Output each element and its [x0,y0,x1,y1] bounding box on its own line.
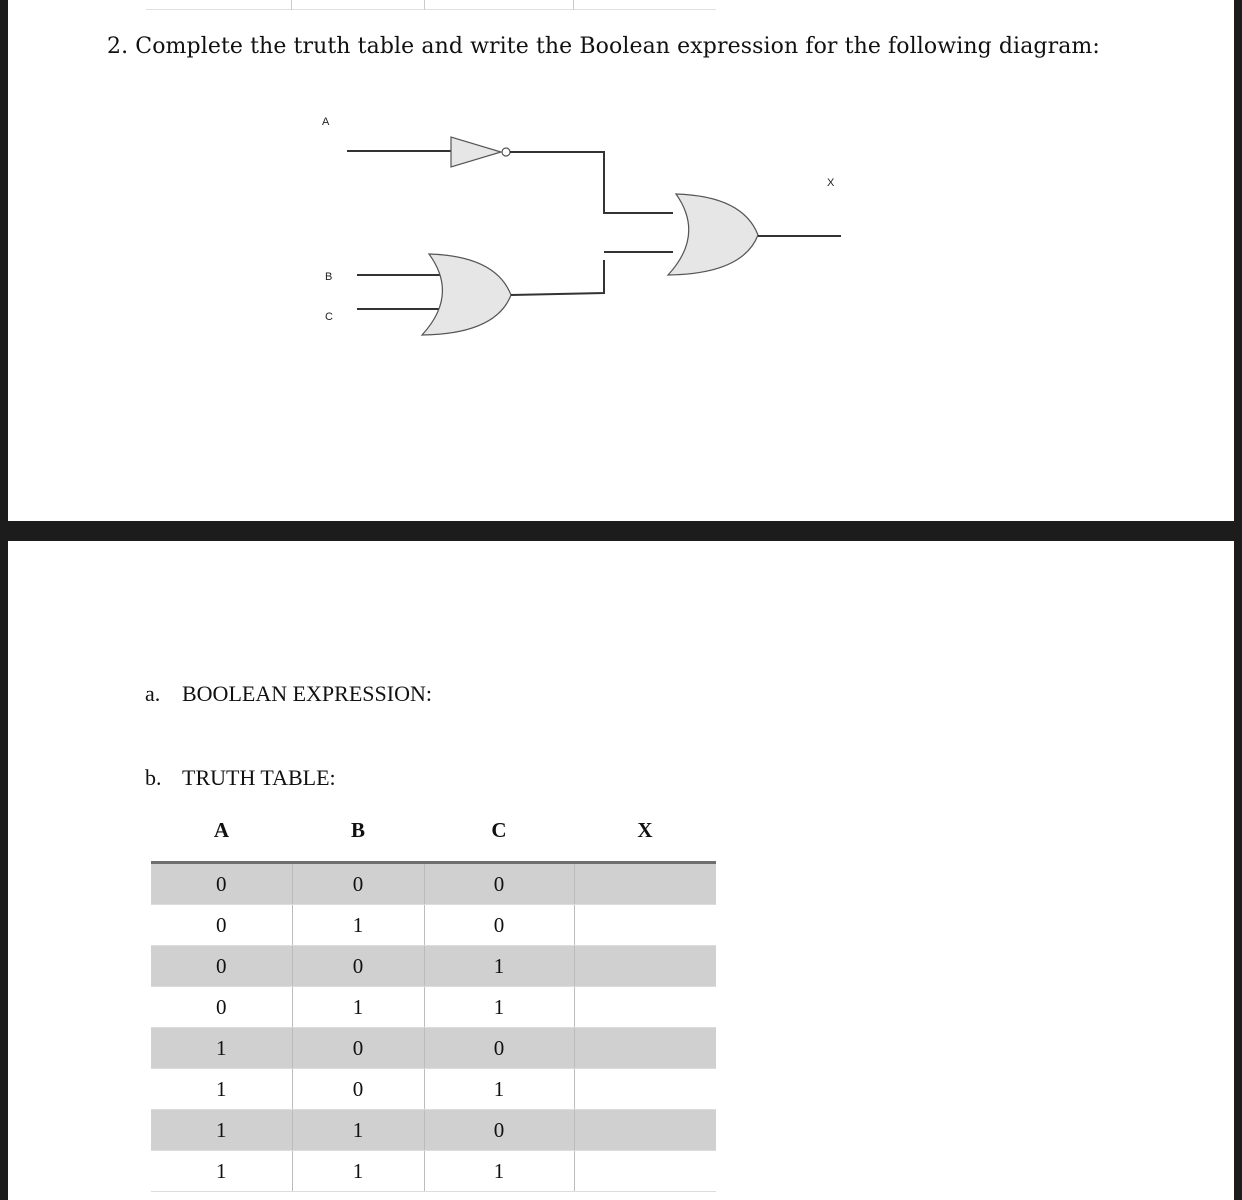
cell-a: 1 [151,1110,292,1151]
header-a: A [151,812,292,863]
header-c: C [424,812,574,863]
cell-b: 1 [292,1110,424,1151]
table-row [151,1110,716,1151]
cell-c: 1 [424,987,574,1028]
cell-a: 1 [151,1028,292,1069]
table-row [151,946,716,987]
cell-a: 0 [151,905,292,946]
question-text: 2. Complete the truth table and write the Boolean expression for the following diagram: [107,34,1100,59]
cell-x[interactable] [574,905,716,946]
part-a-marker: a. [145,681,161,706]
not-gate-bubble [502,148,510,156]
cell-b: 1 [292,1151,424,1192]
not-gate [451,137,501,167]
cell-c: 0 [424,1110,574,1151]
cell-b: 1 [292,905,424,946]
cell-c: 0 [424,905,574,946]
cell-a: 1 [151,1151,292,1192]
cell-b: 1 [292,987,424,1028]
input-c-label: C [325,311,333,323]
worksheet-page-1 [8,0,1234,521]
or-gate-1 [422,254,511,335]
wire-or1-to-or2 [511,260,604,295]
part-a [145,681,432,707]
cell-b: 0 [292,863,424,905]
cell-c: 1 [424,946,574,987]
cell-x[interactable] [574,1110,716,1151]
cell-a: 0 [151,946,292,987]
cell-a: 0 [151,863,292,905]
cell-a: 1 [151,1069,292,1110]
cell-x[interactable] [574,1069,716,1110]
cell-b: 0 [292,1028,424,1069]
part-b-marker: b. [145,765,162,790]
output-x-label: X [827,177,835,189]
truth-table [151,812,716,1192]
header-x: X [574,812,716,863]
cell-b: 0 [292,1069,424,1110]
truth-table-header [151,812,716,863]
cell-x[interactable] [574,946,716,987]
logic-circuit-diagram [8,0,1234,521]
cell-x[interactable] [574,1151,716,1192]
worksheet-page-2 [8,541,1234,1200]
table-row [151,1069,716,1110]
cell-c: 1 [424,1069,574,1110]
cell-a: 0 [151,987,292,1028]
table-row [151,1151,716,1192]
cell-x[interactable] [574,1028,716,1069]
cell-b: 0 [292,946,424,987]
input-a-label: A [322,116,330,128]
or-gate-2 [668,194,758,275]
part-a-label: BOOLEAN EXPRESSION: [182,681,432,706]
cell-c: 0 [424,863,574,905]
table-row [151,1028,716,1069]
cell-x[interactable] [574,863,716,905]
cell-x[interactable] [574,987,716,1028]
part-b [145,765,336,791]
table-row [151,987,716,1028]
wire-not-to-or [510,152,673,213]
part-b-label: TRUTH TABLE: [182,765,336,790]
cell-c: 1 [424,1151,574,1192]
cell-c: 0 [424,1028,574,1069]
table-row [151,905,716,946]
header-b: B [292,812,424,863]
table-row [151,863,716,905]
input-b-label: B [325,271,333,283]
